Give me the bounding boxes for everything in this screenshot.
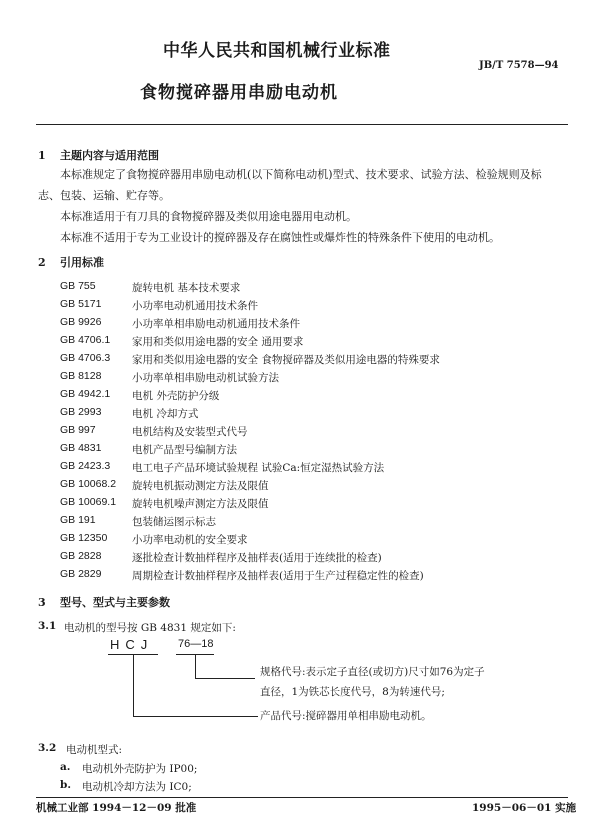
item-b-text: 电动机冷却方法为 IC0; xyxy=(82,781,192,793)
ref-title: 旋转电机噪声测定方法及限值 xyxy=(132,498,269,510)
section-3-heading xyxy=(38,594,170,610)
model-prefix: HCJ xyxy=(110,637,154,652)
ref-title: 旋转电机 基本技术要求 xyxy=(132,282,241,294)
product-connector-vertical xyxy=(133,654,134,716)
section-2-heading xyxy=(38,254,104,270)
clause-3-2-number: 3.2 xyxy=(38,742,57,754)
ref-code: GB 2829 xyxy=(60,568,102,580)
ref-title: 包装储运图示标志 xyxy=(132,516,216,528)
ref-title: 电机 冷却方式 xyxy=(132,408,199,420)
ref-title: 小功率电动机通用技术条件 xyxy=(132,300,258,312)
ref-code: GB 2993 xyxy=(60,406,102,418)
ref-code: GB 4831 xyxy=(60,442,102,454)
spec-connector-horizontal xyxy=(195,678,255,679)
ref-title: 小功率电动机的安全要求 xyxy=(132,534,248,546)
ref-title: 小功率单相串励电动机通用技术条件 xyxy=(132,318,300,330)
section-1-para1-line1: 本标准规定了食物搅碎器用串励电动机(以下简称电动机)型式、技术要求、试验方法、检验规则及标 xyxy=(60,168,542,181)
ref-title: 逐批检查计数抽样程序及抽样表(适用于连续批的检查) xyxy=(132,552,382,564)
standard-code: JB/T 7578—94 xyxy=(479,60,559,71)
document-title: 食物搅碎器用串励电动机 xyxy=(140,83,338,103)
product-code-desc: 产品代号:搅碎器用单相串励电动机。 xyxy=(260,710,432,722)
ref-code: GB 9926 xyxy=(60,316,102,328)
ref-title: 周期检查计数抽样程序及抽样表(适用于生产过程稳定性的检查) xyxy=(132,570,424,582)
section-1-title: 主题内容与适用范围 xyxy=(60,149,159,162)
spec-code-desc-line2: 直径，1为铁芯长度代号，8为转速代号; xyxy=(260,686,445,698)
section-2-number: 2 xyxy=(38,256,46,269)
implementation-date: 1995－06－01 实施 xyxy=(472,802,577,814)
ref-code: GB 755 xyxy=(60,280,96,292)
ref-code: GB 4706.1 xyxy=(60,334,111,346)
approval-date: 机械工业部 1994－12－09 批准 xyxy=(36,802,197,814)
header-rule xyxy=(36,124,568,125)
ref-code: GB 12350 xyxy=(60,532,108,544)
ref-title: 小功率单相串励电动机试验方法 xyxy=(132,372,279,384)
clause-3-1-number: 3.1 xyxy=(38,620,57,632)
section-1-para1-line2: 志、包装、运输、贮存等。 xyxy=(38,189,170,202)
spec-code-desc-line1: 规格代号:表示定子直径(或切方)尺寸如76为定子 xyxy=(260,666,485,678)
item-a-text: 电动机外壳防护为 IP00; xyxy=(82,763,198,775)
ref-title: 电机 外壳防护分级 xyxy=(132,390,220,402)
section-3-title: 型号、型式与主要参数 xyxy=(60,596,170,609)
ref-code: GB 10069.1 xyxy=(60,496,117,508)
model-suffix: 76—18 xyxy=(178,638,214,650)
ref-title: 旋转电机振动测定方法及限值 xyxy=(132,480,269,492)
ref-code: GB 2828 xyxy=(60,550,102,562)
ref-title: 电机产品型号编制方法 xyxy=(132,444,237,456)
section-1-para3: 本标准不适用于专为工业设计的搅碎器及存在腐蚀性或爆炸性的特殊条件下使用的电动机。 xyxy=(60,231,500,244)
ref-code: GB 4706.3 xyxy=(60,352,111,364)
ref-title: 家用和类似用途电器的安全 通用要求 xyxy=(132,336,304,348)
ref-code: GB 5171 xyxy=(60,298,102,310)
section-1-heading xyxy=(38,147,159,163)
clause-3-2-text: 电动机型式: xyxy=(66,744,123,756)
section-3-number: 3 xyxy=(38,596,46,609)
spec-connector-vertical xyxy=(195,654,196,678)
product-connector-horizontal xyxy=(133,716,258,717)
footer-rule xyxy=(36,797,568,798)
ref-code: GB 10068.2 xyxy=(60,478,117,490)
section-2-title: 引用标准 xyxy=(60,256,104,269)
ref-title: 家用和类似用途电器的安全 食物搅碎器及类似用途电器的特殊要求 xyxy=(132,354,440,366)
ref-title: 电工电子产品环境试验规程 试验Ca:恒定湿热试验方法 xyxy=(132,462,385,474)
ref-code: GB 191 xyxy=(60,514,96,526)
ref-code: GB 4942.1 xyxy=(60,388,111,400)
ref-code: GB 2423.3 xyxy=(60,460,111,472)
item-b-label: b. xyxy=(60,779,71,791)
ref-title: 电机结构及安装型式代号 xyxy=(132,426,248,438)
item-a-label: a. xyxy=(60,761,71,773)
ref-code: GB 8128 xyxy=(60,370,102,382)
section-1-para2: 本标准适用于有刀具的食物搅碎器及类似用途电器用电动机。 xyxy=(60,210,357,223)
clause-3-1-text: 电动机的型号按 GB 4831 规定如下: xyxy=(64,622,236,634)
section-1-number: 1 xyxy=(38,149,46,162)
ref-code: GB 997 xyxy=(60,424,96,436)
issuing-organization: 中华人民共和国机械行业标准 xyxy=(163,41,391,61)
